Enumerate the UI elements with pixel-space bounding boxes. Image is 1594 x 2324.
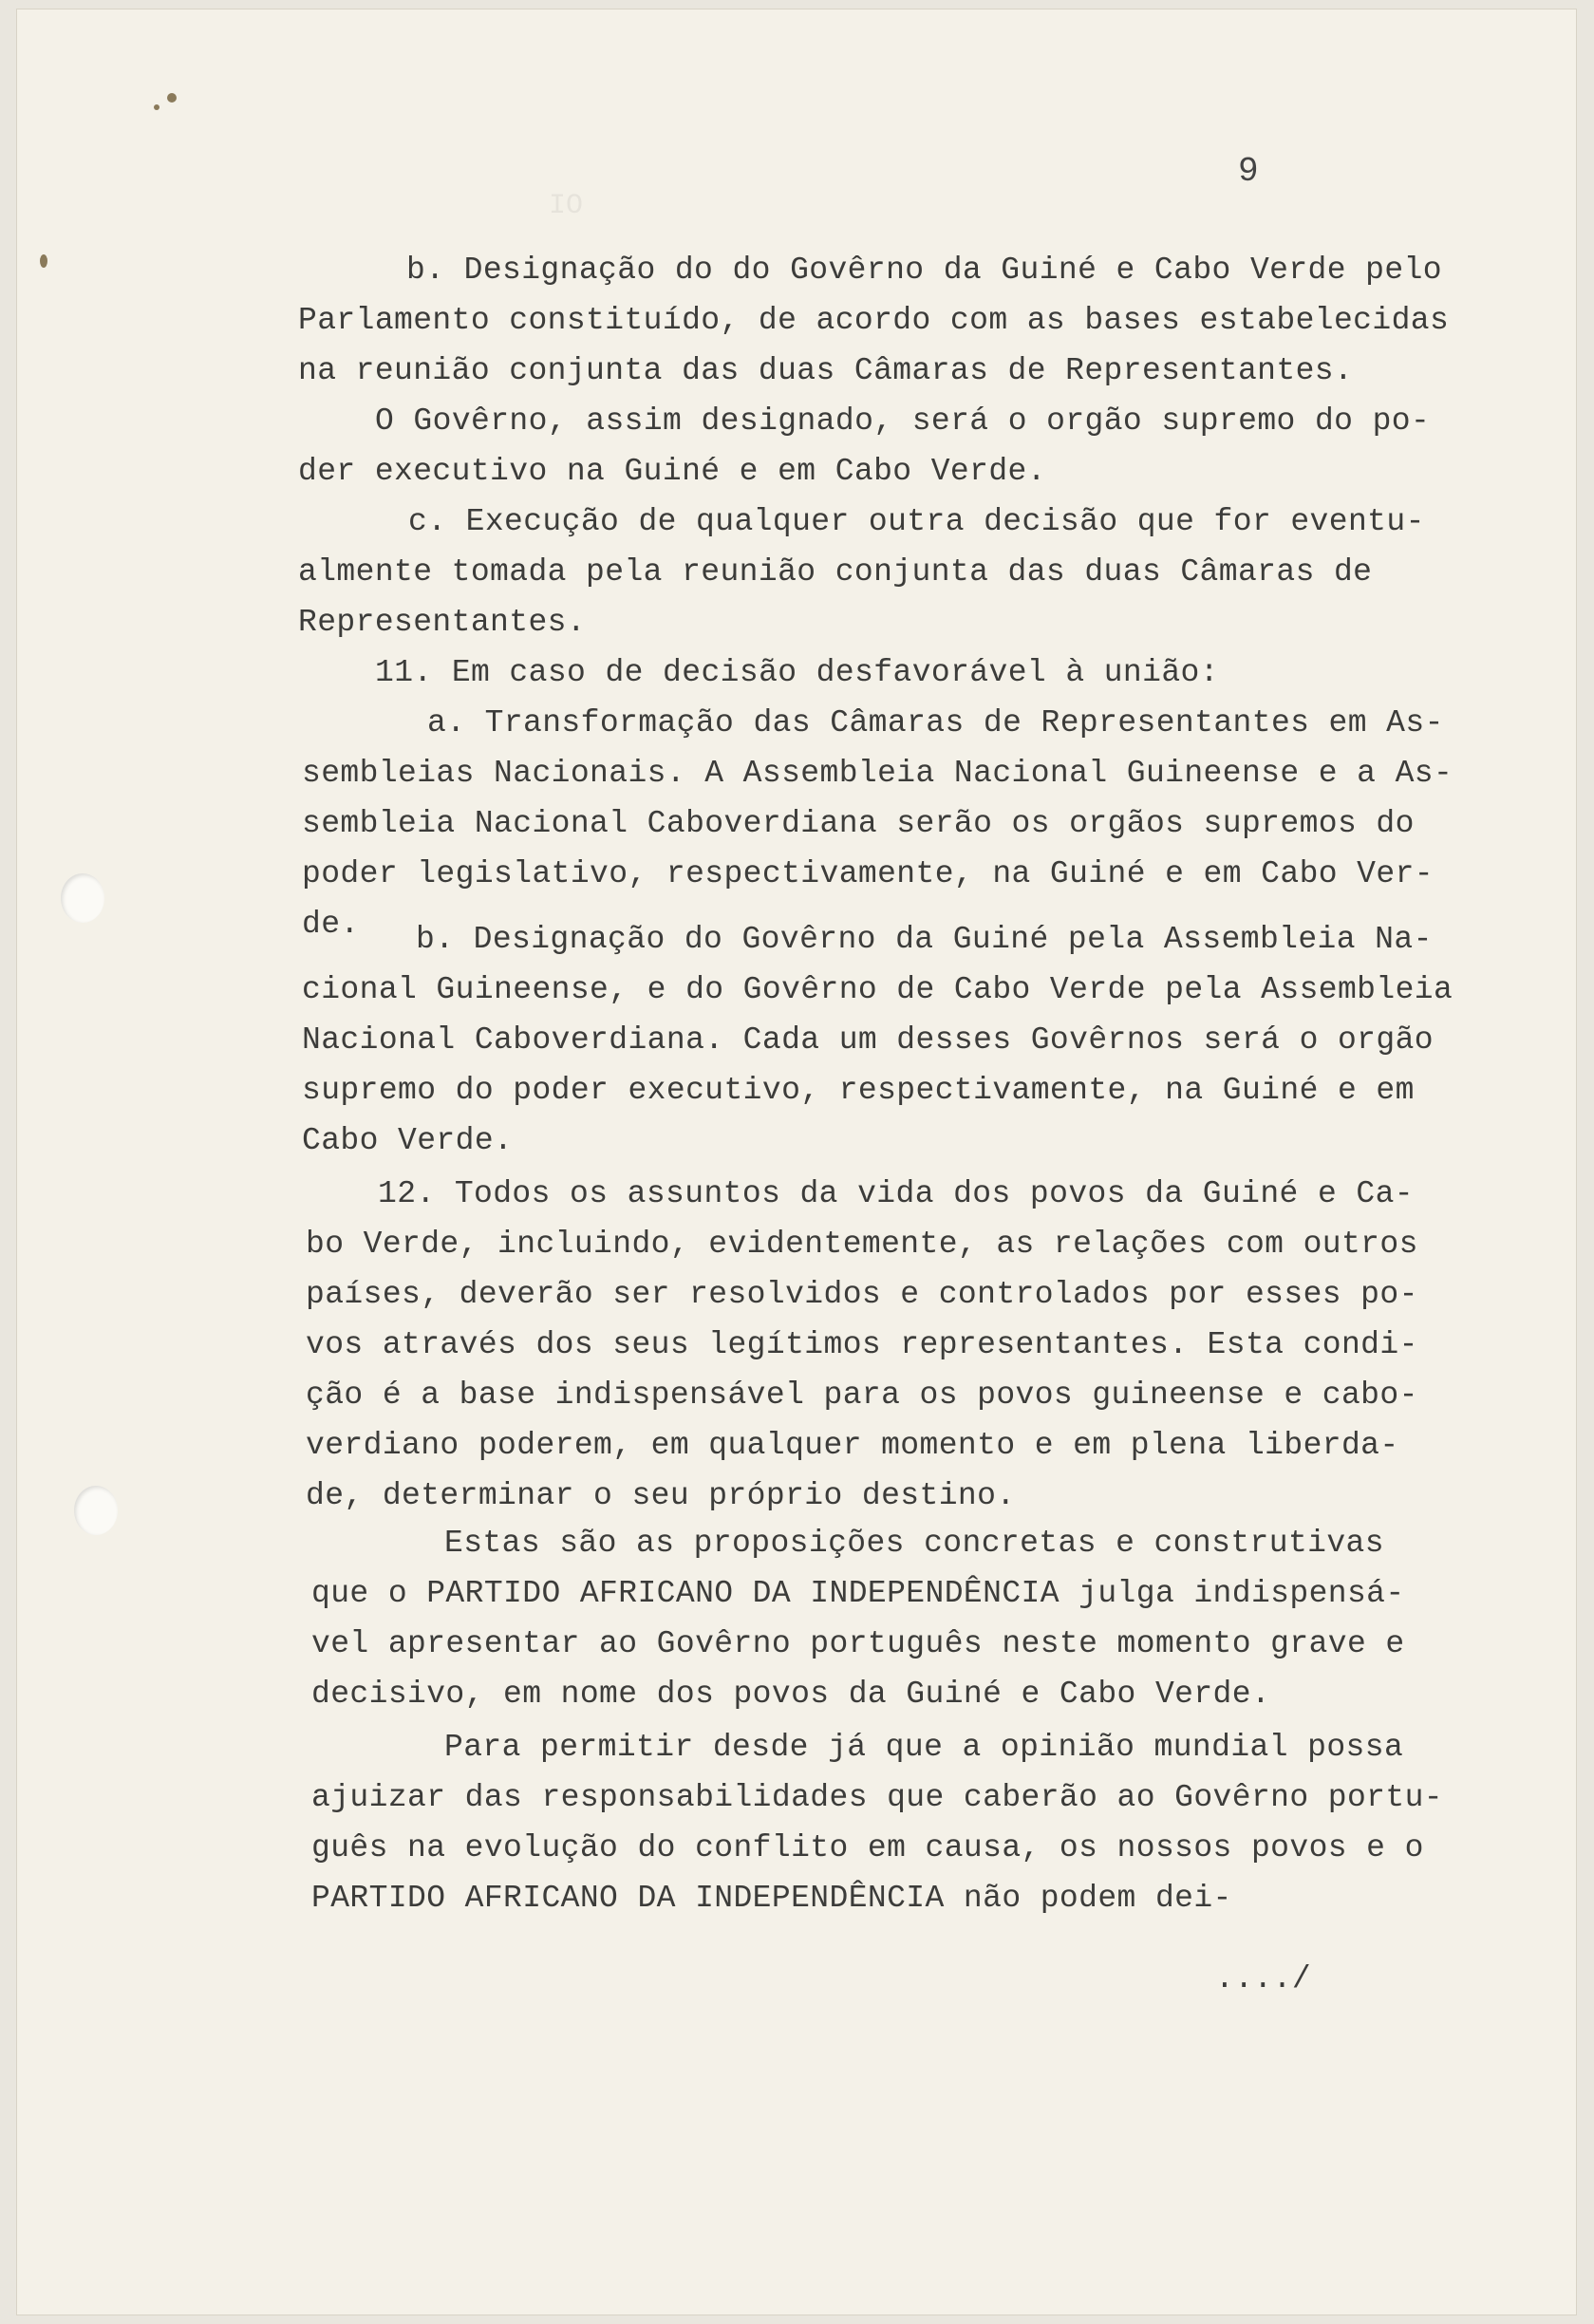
ink-speck (154, 104, 159, 110)
text-line: Estas são as proposições concretas e construtivas (444, 1526, 1384, 1561)
text-line: de. (302, 907, 360, 942)
page-number: 9 (1238, 152, 1259, 191)
ink-speck (40, 254, 47, 268)
text-line: Nacional Caboverdiana. Cada um desses Govêrnos será o orgão (302, 1022, 1434, 1058)
text-line: b. Designação do do Govêrno da Guiné e Cabo Verde pelo (406, 253, 1442, 288)
text-line: O Govêrno, assim designado, será o orgão supremo do po- (375, 403, 1431, 439)
text-line: 12. Todos os assuntos da vida dos povos da Guiné e Ca- (378, 1176, 1414, 1211)
text-line: b. Designação do Govêrno da Guiné pela Assembleia Na- (416, 922, 1433, 957)
bleed-through-mark: IO (549, 190, 584, 222)
text-line: ajuizar das responsabilidades que caberão ao Govêrno portu- (311, 1780, 1443, 1815)
continuation-mark: ..../ (1215, 1961, 1312, 1996)
text-line: Cabo Verde. (302, 1123, 514, 1158)
text-line: vel apresentar ao Govêrno português neste momento grave e (311, 1626, 1405, 1661)
text-line: decisivo, em nome dos povos da Guiné e Cabo Verde. (311, 1677, 1271, 1712)
text-line: cional Guineense, e do Govêrno de Cabo Verde pela Assembleia (302, 972, 1453, 1007)
punch-hole (61, 873, 104, 923)
text-line: verdiano poderem, em qualquer momento e em plena liberda- (306, 1428, 1399, 1463)
text-line: guês na evolução do conflito em causa, os nossos povos e o (311, 1830, 1424, 1865)
text-line: PARTIDO AFRICANO DA INDEPENDÊNCIA não podem dei- (311, 1881, 1232, 1916)
text-line: vos através dos seus legítimos representantes. Esta condi- (306, 1327, 1418, 1362)
text-line: poder legislativo, respectivamente, na Guiné e em Cabo Ver- (302, 856, 1434, 891)
text-line: que o PARTIDO AFRICANO DA INDEPENDÊNCIA julga indispensá- (311, 1576, 1405, 1611)
text-line: Parlamento constituído, de acordo com as bases estabelecidas (298, 303, 1450, 338)
punch-hole (74, 1486, 118, 1535)
text-line: países, deverão ser resolvidos e controlados por esses po- (306, 1277, 1418, 1312)
text-line: bo Verde, incluindo, evidentemente, as relações com outros (306, 1227, 1418, 1262)
text-line: c. Execução de qualquer outra decisão que for eventu- (408, 504, 1425, 539)
text-line: na reunião conjunta das duas Câmaras de Representantes. (298, 353, 1354, 388)
text-line: sembleia Nacional Caboverdiana serão os orgãos supremos do (302, 806, 1415, 841)
text-line: a. Transformação das Câmaras de Representantes em As- (427, 705, 1444, 740)
text-line: ção é a base indispensável para os povos guineense e cabo- (306, 1378, 1418, 1413)
text-line: Para permitir desde já que a opinião mundial possa (444, 1730, 1404, 1765)
text-line: 11. Em caso de decisão desfavorável à união: (375, 655, 1219, 690)
text-line: de, determinar o seu próprio destino. (306, 1478, 1016, 1513)
ink-speck (167, 93, 177, 103)
text-line: der executivo na Guiné e em Cabo Verde. (298, 454, 1046, 489)
text-line: supremo do poder executivo, respectivamente, na Guiné e em (302, 1073, 1415, 1108)
text-line: Representantes. (298, 605, 587, 640)
text-line: almente tomada pela reunião conjunta das duas Câmaras de (298, 554, 1373, 590)
document-page (17, 9, 1576, 2315)
text-line: sembleias Nacionais. A Assembleia Nacional Guineense e a As- (302, 756, 1453, 791)
